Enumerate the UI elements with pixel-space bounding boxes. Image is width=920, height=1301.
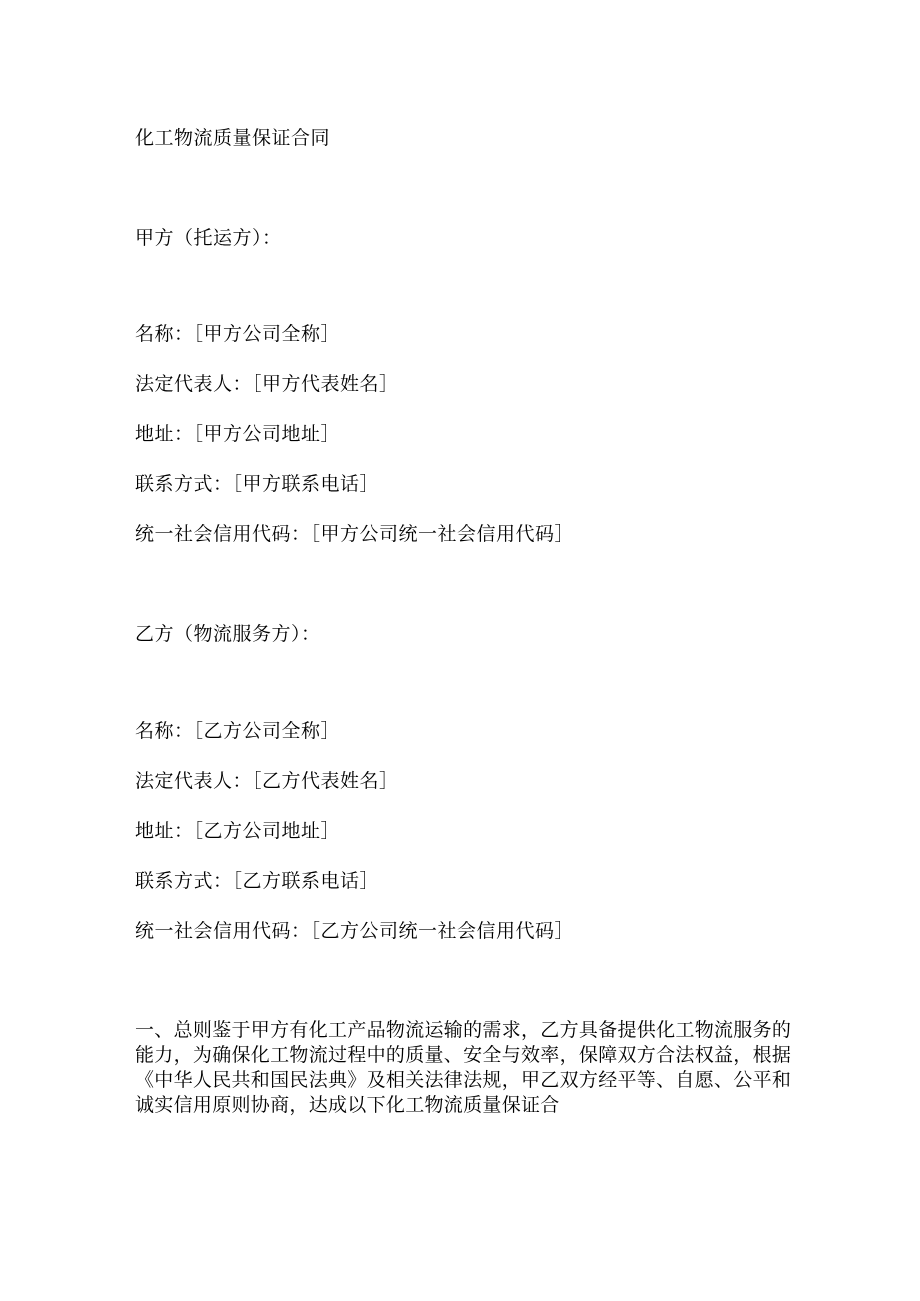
party-b-credit-code: 统一社会信用代码：［乙方公司统一社会信用代码］ <box>135 920 575 942</box>
party-b-contact: 联系方式：［乙方联系电话］ <box>135 870 380 892</box>
document-title: 化工物流质量保证合同 <box>135 127 331 149</box>
party-b-name: 名称：［乙方公司全称］ <box>135 720 341 742</box>
party-b-address: 地址：［乙方公司地址］ <box>135 820 341 842</box>
party-b-representative: 法定代表人：［乙方代表姓名］ <box>135 770 399 792</box>
general-terms-line: 诚实信用原则协商，达成以下化工物流质量保证合 <box>135 1094 560 1116</box>
party-a-heading: 甲方（托运方）： <box>135 227 282 249</box>
general-terms-paragraph <box>135 1018 792 1118</box>
party-b-heading: 乙方（物流服务方）： <box>135 623 321 645</box>
general-terms-line: 能力，为确保化工物流过程中的质量、安全与效率，保障双方合法权益，根据 <box>135 1044 792 1066</box>
party-a-representative: 法定代表人：［甲方代表姓名］ <box>135 373 399 395</box>
general-terms-line: 一、总则鉴于甲方有化工产品物流运输的需求，乙方具备提供化工物流服务的 <box>135 1019 792 1041</box>
party-a-credit-code: 统一社会信用代码：［甲方公司统一社会信用代码］ <box>135 523 575 545</box>
party-a-address: 地址：［甲方公司地址］ <box>135 423 341 445</box>
party-a-contact: 联系方式：［甲方联系电话］ <box>135 473 380 495</box>
general-terms-line: 《中华人民共和国民法典》及相关法律法规，甲乙双方经平等、自愿、公平和 <box>135 1069 792 1091</box>
party-a-name: 名称：［甲方公司全称］ <box>135 323 341 345</box>
